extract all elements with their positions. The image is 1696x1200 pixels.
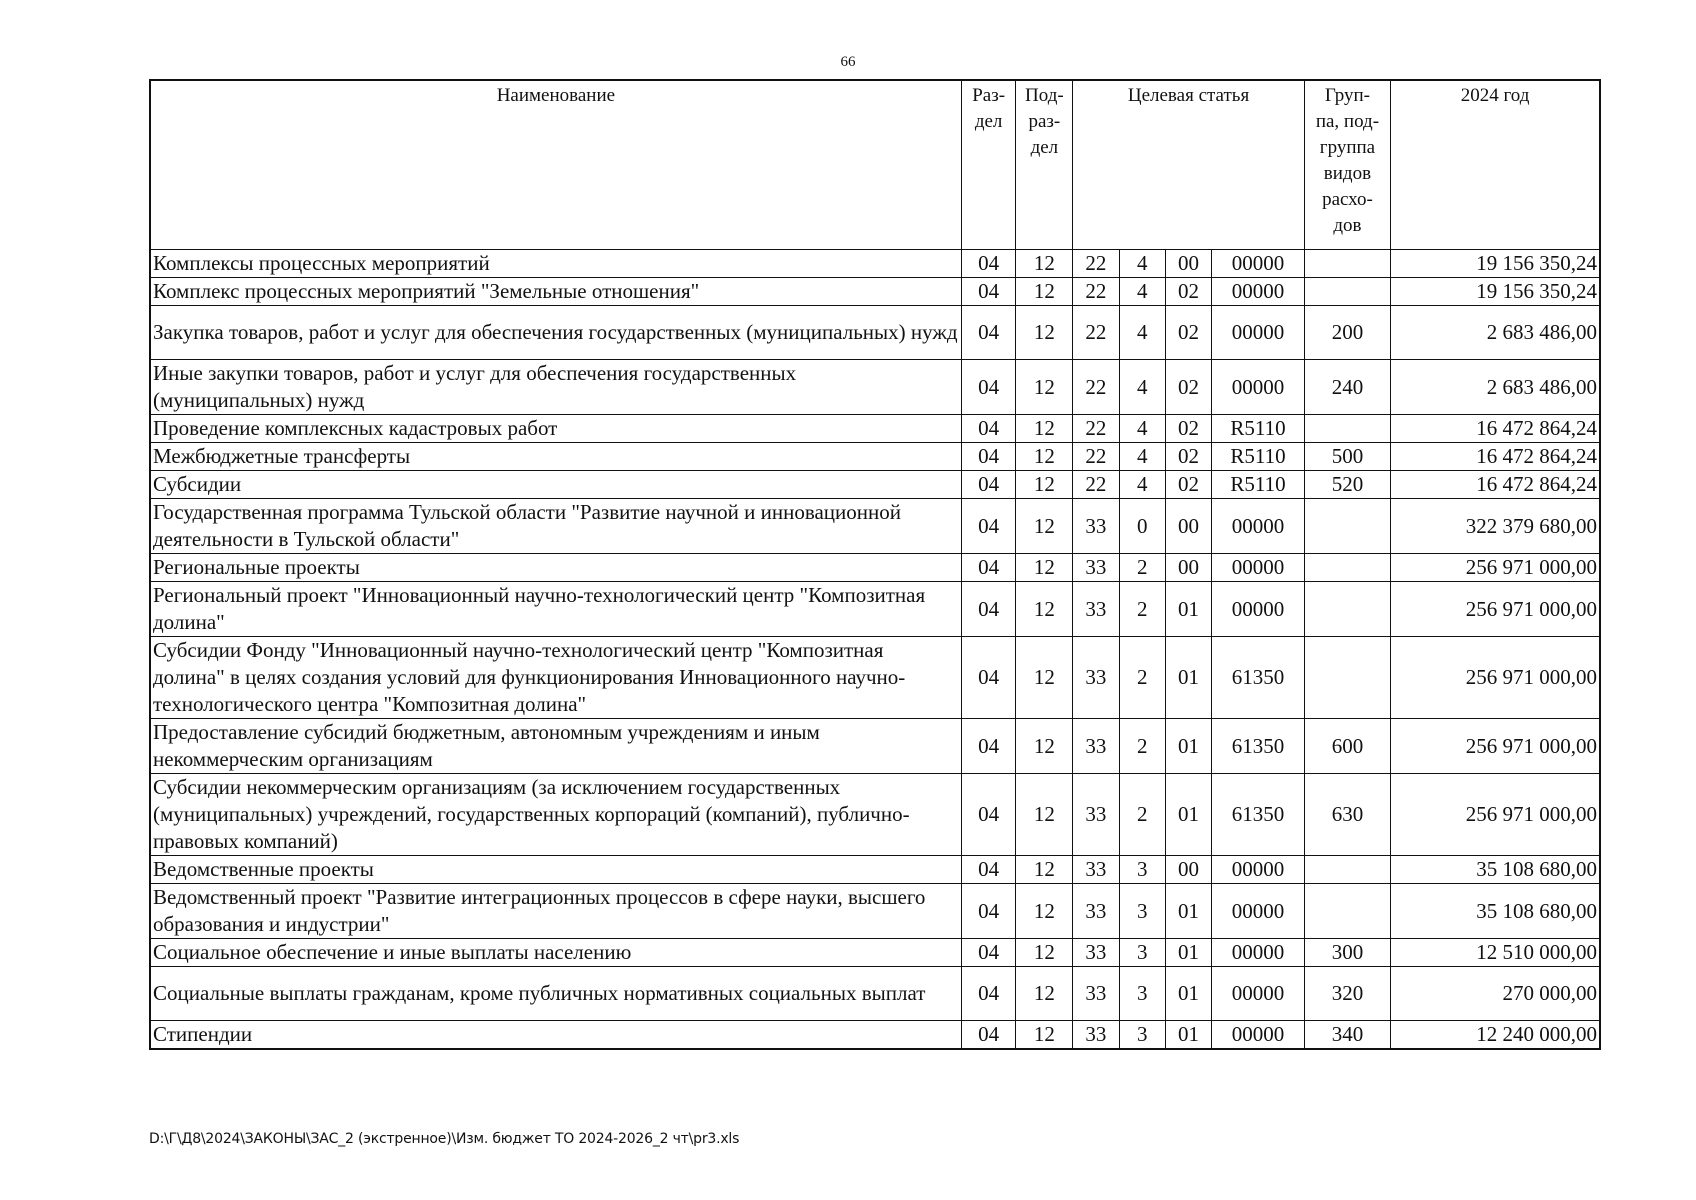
row-podrazdel: 12 — [1016, 443, 1073, 471]
row-name: Межбюджетные трансферты — [150, 443, 961, 471]
row-cs-direction: 00000 — [1212, 278, 1305, 306]
table-row — [150, 1021, 1600, 1050]
row-amount: 2 683 486,00 — [1391, 306, 1600, 360]
row-cs-structure: 01 — [1165, 582, 1211, 637]
row-vid-rashodov: 630 — [1304, 774, 1390, 856]
row-cs-program: 33 — [1073, 774, 1119, 856]
row-cs-direction: 00000 — [1212, 884, 1305, 939]
table-row — [150, 939, 1600, 967]
row-cs-structure: 01 — [1165, 719, 1211, 774]
row-vid-rashodov: 600 — [1304, 719, 1390, 774]
row-amount: 2 683 486,00 — [1391, 360, 1600, 415]
row-name: Государственная программа Тульской области "Развитие научной и инновационной деятельности в Тульской области" — [150, 499, 961, 554]
row-podrazdel: 12 — [1016, 637, 1073, 719]
row-podrazdel: 12 — [1016, 1021, 1073, 1050]
row-cs-program: 33 — [1073, 554, 1119, 582]
row-name: Региональные проекты — [150, 554, 961, 582]
row-podrazdel: 12 — [1016, 774, 1073, 856]
row-razdel: 04 — [961, 443, 1016, 471]
row-amount: 12 510 000,00 — [1391, 939, 1600, 967]
row-razdel: 04 — [961, 939, 1016, 967]
row-cs-type: 4 — [1119, 278, 1165, 306]
row-podrazdel: 12 — [1016, 719, 1073, 774]
row-vid-rashodov: 240 — [1304, 360, 1390, 415]
row-cs-program: 33 — [1073, 967, 1119, 1021]
row-cs-type: 2 — [1119, 554, 1165, 582]
table-body — [150, 250, 1600, 1050]
row-amount: 256 971 000,00 — [1391, 719, 1600, 774]
row-amount: 256 971 000,00 — [1391, 582, 1600, 637]
row-cs-structure: 02 — [1165, 443, 1211, 471]
row-podrazdel: 12 — [1016, 250, 1073, 278]
row-cs-direction: 00000 — [1212, 582, 1305, 637]
header-row — [150, 80, 1600, 250]
row-cs-program: 33 — [1073, 637, 1119, 719]
row-cs-direction: R5110 — [1212, 415, 1305, 443]
table-row — [150, 637, 1600, 719]
header-gruppa-vidov-rashodov: Груп- па, под- группа видов расхо- дов — [1304, 80, 1390, 250]
row-name: Социальное обеспечение и иные выплаты населению — [150, 939, 961, 967]
row-podrazdel: 12 — [1016, 884, 1073, 939]
row-cs-program: 33 — [1073, 939, 1119, 967]
row-cs-type: 2 — [1119, 582, 1165, 637]
row-cs-type: 3 — [1119, 1021, 1165, 1050]
row-name: Стипендии — [150, 1021, 961, 1050]
row-razdel: 04 — [961, 967, 1016, 1021]
row-amount: 16 472 864,24 — [1391, 471, 1600, 499]
row-cs-direction: 00000 — [1212, 856, 1305, 884]
row-cs-direction: 00000 — [1212, 554, 1305, 582]
row-cs-direction: 00000 — [1212, 306, 1305, 360]
table-row — [150, 278, 1600, 306]
row-cs-structure: 00 — [1165, 856, 1211, 884]
row-cs-structure: 00 — [1165, 499, 1211, 554]
row-amount: 16 472 864,24 — [1391, 415, 1600, 443]
row-podrazdel: 12 — [1016, 967, 1073, 1021]
header-razdel: Раз- дел — [961, 80, 1016, 250]
row-cs-program: 22 — [1073, 360, 1119, 415]
row-cs-program: 22 — [1073, 250, 1119, 278]
row-podrazdel: 12 — [1016, 471, 1073, 499]
row-cs-direction: 00000 — [1212, 967, 1305, 1021]
row-vid-rashodov — [1304, 637, 1390, 719]
row-podrazdel: 12 — [1016, 278, 1073, 306]
row-cs-direction: 00000 — [1212, 360, 1305, 415]
row-cs-type: 4 — [1119, 415, 1165, 443]
row-name: Комплексы процессных мероприятий — [150, 250, 961, 278]
row-cs-program: 33 — [1073, 499, 1119, 554]
row-podrazdel: 12 — [1016, 939, 1073, 967]
row-name: Иные закупки товаров, работ и услуг для обеспечения государственных (муниципальных) нужд — [150, 360, 961, 415]
row-cs-direction: R5110 — [1212, 471, 1305, 499]
row-amount: 19 156 350,24 — [1391, 278, 1600, 306]
row-cs-program: 22 — [1073, 415, 1119, 443]
table-row — [150, 443, 1600, 471]
row-razdel: 04 — [961, 415, 1016, 443]
row-razdel: 04 — [961, 554, 1016, 582]
row-cs-type: 2 — [1119, 637, 1165, 719]
table-row — [150, 884, 1600, 939]
header-name: Наименование — [150, 80, 961, 250]
row-name: Субсидии Фонду "Инновационный научно-технологический центр "Композитная долина" в целях создания условий для функционирования Инновационного научно-технологического центра "Композитная долина" — [150, 637, 961, 719]
row-razdel: 04 — [961, 360, 1016, 415]
row-cs-program: 33 — [1073, 1021, 1119, 1050]
row-podrazdel: 12 — [1016, 415, 1073, 443]
row-cs-direction: 61350 — [1212, 774, 1305, 856]
row-amount: 270 000,00 — [1391, 967, 1600, 1021]
row-cs-type: 2 — [1119, 719, 1165, 774]
row-vid-rashodov — [1304, 499, 1390, 554]
row-name: Комплекс процессных мероприятий "Земельные отношения" — [150, 278, 961, 306]
row-cs-program: 33 — [1073, 884, 1119, 939]
row-cs-type: 2 — [1119, 774, 1165, 856]
row-cs-program: 22 — [1073, 471, 1119, 499]
row-cs-type: 4 — [1119, 443, 1165, 471]
row-cs-structure: 02 — [1165, 306, 1211, 360]
table-row — [150, 360, 1600, 415]
row-amount: 35 108 680,00 — [1391, 884, 1600, 939]
row-name: Субсидии некоммерческим организациям (за исключением государственных (муниципальных) учреждений, государственных корпораций (компаний), публично-правовых компаний) — [150, 774, 961, 856]
row-vid-rashodov: 520 — [1304, 471, 1390, 499]
row-razdel: 04 — [961, 471, 1016, 499]
row-cs-program: 22 — [1073, 306, 1119, 360]
row-vid-rashodov — [1304, 856, 1390, 884]
table-row — [150, 967, 1600, 1021]
row-name: Проведение комплексных кадастровых работ — [150, 415, 961, 443]
row-amount: 256 971 000,00 — [1391, 554, 1600, 582]
table-row — [150, 554, 1600, 582]
row-cs-type: 4 — [1119, 250, 1165, 278]
row-cs-structure: 02 — [1165, 278, 1211, 306]
row-vid-rashodov: 500 — [1304, 443, 1390, 471]
row-razdel: 04 — [961, 1021, 1016, 1050]
row-cs-structure: 01 — [1165, 939, 1211, 967]
table-row — [150, 719, 1600, 774]
row-vid-rashodov: 320 — [1304, 967, 1390, 1021]
row-razdel: 04 — [961, 637, 1016, 719]
row-vid-rashodov — [1304, 278, 1390, 306]
header-podrazdel: Под- раз- дел — [1016, 80, 1073, 250]
row-cs-direction: 61350 — [1212, 719, 1305, 774]
page-number: 66 — [840, 54, 856, 70]
row-razdel: 04 — [961, 774, 1016, 856]
row-amount: 256 971 000,00 — [1391, 774, 1600, 856]
header-year-2024: 2024 год — [1391, 80, 1600, 250]
row-cs-structure: 01 — [1165, 967, 1211, 1021]
file-path-footer: D:\Г\Д8\2024\ЗАКОНЫ\ЗАС_2 (экстренное)\Изм. бюджет ТО 2024-2026_2 чт\pr3.xls — [149, 1131, 740, 1147]
row-razdel: 04 — [961, 884, 1016, 939]
row-cs-structure: 02 — [1165, 360, 1211, 415]
row-cs-type: 4 — [1119, 306, 1165, 360]
row-vid-rashodov — [1304, 415, 1390, 443]
table-row — [150, 856, 1600, 884]
row-name: Региональный проект "Инновационный научно-технологический центр "Композитная долина" — [150, 582, 961, 637]
row-cs-program: 33 — [1073, 582, 1119, 637]
row-cs-program: 22 — [1073, 278, 1119, 306]
row-vid-rashodov: 200 — [1304, 306, 1390, 360]
row-podrazdel: 12 — [1016, 360, 1073, 415]
row-cs-structure: 00 — [1165, 554, 1211, 582]
table-row — [150, 250, 1600, 278]
row-cs-structure: 02 — [1165, 415, 1211, 443]
row-podrazdel: 12 — [1016, 582, 1073, 637]
row-amount: 256 971 000,00 — [1391, 637, 1600, 719]
table-row — [150, 306, 1600, 360]
row-cs-type: 3 — [1119, 967, 1165, 1021]
row-cs-direction: 00000 — [1212, 499, 1305, 554]
row-amount: 322 379 680,00 — [1391, 499, 1600, 554]
row-cs-structure: 01 — [1165, 884, 1211, 939]
row-cs-direction: 00000 — [1212, 250, 1305, 278]
row-cs-program: 33 — [1073, 856, 1119, 884]
row-cs-direction: 61350 — [1212, 637, 1305, 719]
row-cs-direction: R5110 — [1212, 443, 1305, 471]
row-vid-rashodov — [1304, 554, 1390, 582]
row-razdel: 04 — [961, 582, 1016, 637]
row-cs-direction: 00000 — [1212, 939, 1305, 967]
table-row — [150, 582, 1600, 637]
row-name: Закупка товаров, работ и услуг для обеспечения государственных (муниципальных) нужд — [150, 306, 961, 360]
row-cs-structure: 02 — [1165, 471, 1211, 499]
row-cs-type: 4 — [1119, 471, 1165, 499]
row-name: Ведомственный проект "Развитие интеграционных процессов в сфере науки, высшего образования и индустрии" — [150, 884, 961, 939]
row-cs-direction: 00000 — [1212, 1021, 1305, 1050]
table-row — [150, 415, 1600, 443]
row-name: Субсидии — [150, 471, 961, 499]
row-cs-type: 3 — [1119, 939, 1165, 967]
row-razdel: 04 — [961, 278, 1016, 306]
row-razdel: 04 — [961, 306, 1016, 360]
row-podrazdel: 12 — [1016, 856, 1073, 884]
row-vid-rashodov: 300 — [1304, 939, 1390, 967]
row-name: Ведомственные проекты — [150, 856, 961, 884]
table-row — [150, 774, 1600, 856]
row-cs-type: 3 — [1119, 856, 1165, 884]
row-razdel: 04 — [961, 856, 1016, 884]
budget-table — [149, 79, 1601, 1050]
row-amount: 35 108 680,00 — [1391, 856, 1600, 884]
row-cs-type: 0 — [1119, 499, 1165, 554]
row-podrazdel: 12 — [1016, 554, 1073, 582]
row-cs-structure: 01 — [1165, 637, 1211, 719]
row-name: Социальные выплаты гражданам, кроме публичных нормативных социальных выплат — [150, 967, 961, 1021]
row-amount: 19 156 350,24 — [1391, 250, 1600, 278]
row-razdel: 04 — [961, 499, 1016, 554]
row-cs-type: 4 — [1119, 360, 1165, 415]
row-cs-structure: 01 — [1165, 1021, 1211, 1050]
row-razdel: 04 — [961, 250, 1016, 278]
row-podrazdel: 12 — [1016, 499, 1073, 554]
table-row — [150, 499, 1600, 554]
row-cs-structure: 01 — [1165, 774, 1211, 856]
row-vid-rashodov — [1304, 884, 1390, 939]
row-cs-program: 22 — [1073, 443, 1119, 471]
row-amount: 12 240 000,00 — [1391, 1021, 1600, 1050]
row-vid-rashodov — [1304, 582, 1390, 637]
row-name: Предоставление субсидий бюджетным, автономным учреждениям и иным некоммерческим организациям — [150, 719, 961, 774]
row-cs-type: 3 — [1119, 884, 1165, 939]
table-row — [150, 471, 1600, 499]
row-cs-program: 33 — [1073, 719, 1119, 774]
row-cs-structure: 00 — [1165, 250, 1211, 278]
header-celevaya-statya: Целевая статья — [1073, 80, 1305, 250]
row-razdel: 04 — [961, 719, 1016, 774]
row-amount: 16 472 864,24 — [1391, 443, 1600, 471]
row-podrazdel: 12 — [1016, 306, 1073, 360]
row-vid-rashodov: 340 — [1304, 1021, 1390, 1050]
row-vid-rashodov — [1304, 250, 1390, 278]
